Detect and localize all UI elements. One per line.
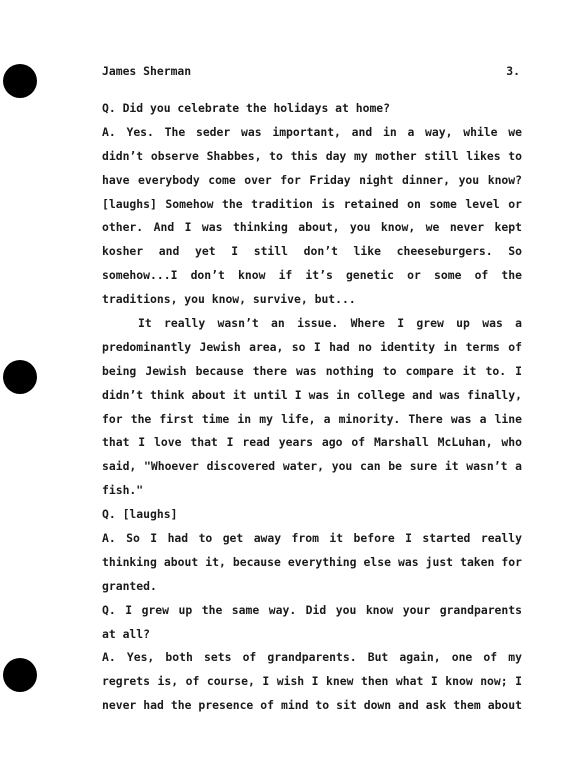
transcript-line: A. Yes, both sets of grandparents. But again, one of my	[102, 650, 522, 665]
transcript-line: fish."	[102, 483, 144, 498]
binder-hole-punch	[3, 64, 37, 98]
transcript-line: Q. Did you celebrate the holidays at home?	[102, 101, 391, 115]
transcript-line: said, "Whoever discovered water, you can be sure it wasn’t a	[102, 459, 522, 474]
transcript-line: thinking about it, because everything else was just taken for	[102, 554, 522, 569]
transcript-line: somehow...I don’t know if it’s genetic or some of the	[102, 268, 522, 283]
transcript-line: regrets is, of course, I wish I knew then what I know now; I	[102, 674, 522, 689]
binder-hole-punch	[3, 360, 37, 394]
transcript-line: being Jewish because there was nothing to compare it to. I	[102, 363, 522, 378]
transcript-line: kosher and yet I still don’t like cheeseburgers. So	[102, 244, 522, 259]
transcript-line: didn’t think about it until I was in college and was finally,	[102, 387, 522, 402]
transcript-line: never had the presence of mind to sit down and ask them about	[102, 698, 522, 713]
transcript-body	[102, 97, 522, 718]
transcript-line: A. Yes. The seder was important, and in a way, while we	[102, 124, 522, 139]
transcript-line: have everybody come over for Friday night dinner, you know?	[102, 172, 522, 187]
transcript-line: for the first time in my life, a minority. There was a line	[102, 411, 522, 426]
interviewee-name: James Sherman	[102, 64, 192, 78]
transcript-line: didn’t observe Shabbes, to this day my mother still likes to	[102, 148, 522, 163]
transcript-line: [laughs] Somehow the tradition is retained on some level or	[102, 196, 522, 211]
transcript-line: other. And I was thinking about, you know, we never kept	[102, 220, 522, 235]
transcript-line: Q. [laughs]	[102, 507, 178, 522]
transcript-line: granted.	[102, 578, 157, 593]
transcript-line: at all?	[102, 626, 151, 641]
transcript-line: It really wasn’t an issue. Where I grew up was a	[138, 316, 522, 331]
page-number: 3.	[506, 64, 520, 78]
transcript-line: traditions, you know, survive, but...	[102, 292, 356, 307]
transcript-line: that I love that I read years ago of Marshall McLuhan, who	[102, 435, 522, 450]
transcript-line: Q. I grew up the same way. Did you know your grandparents	[102, 602, 522, 617]
page-header	[102, 64, 520, 82]
binder-hole-punch	[3, 658, 37, 692]
transcript-line: predominantly Jewish area, so I had no identity in terms of	[102, 339, 522, 354]
transcript-line: A. So I had to get away from it before I started really	[102, 531, 522, 546]
